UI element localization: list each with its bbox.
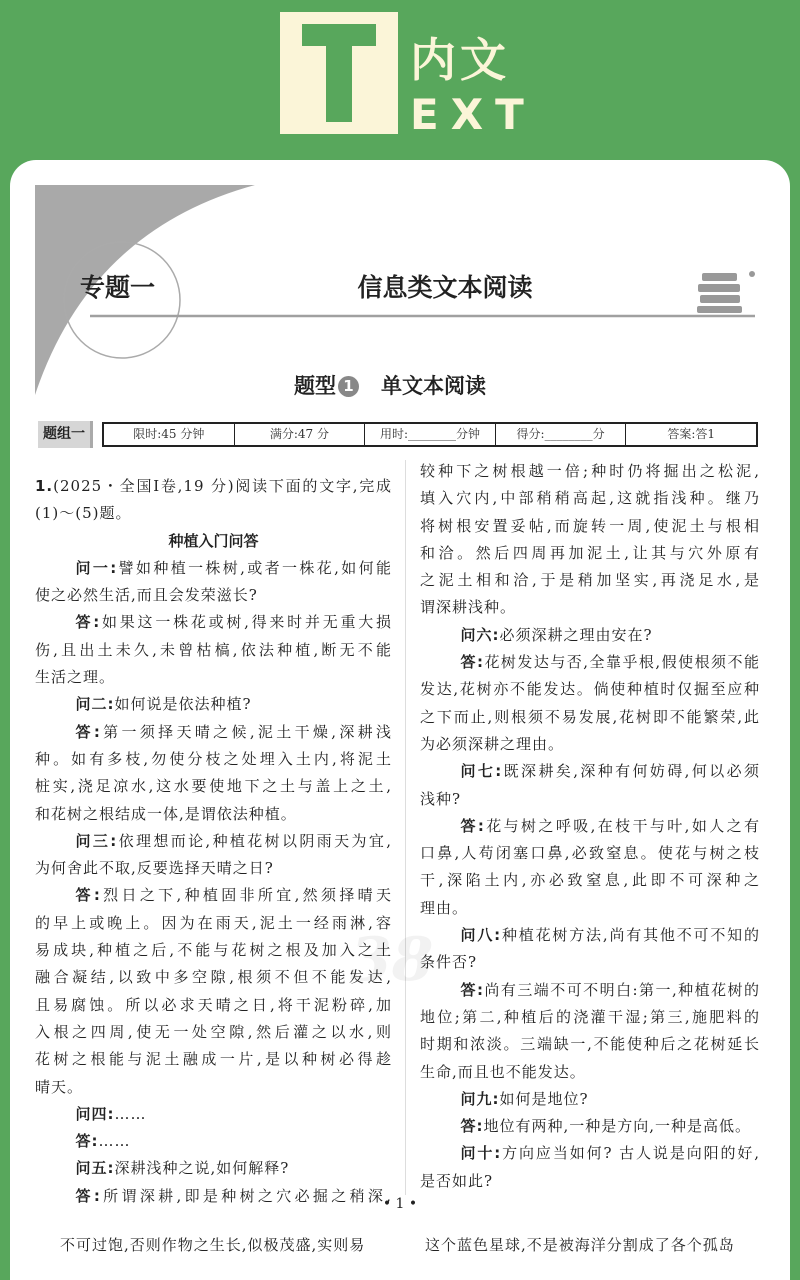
text-line: [35, 910, 392, 937]
line-text: 干,深陷土内,亦必致窒息,此即不可深种之: [420, 871, 760, 890]
paragraph: [420, 622, 760, 649]
paragraph: [420, 1140, 760, 1195]
text-line: [420, 1004, 760, 1031]
text-line: [35, 691, 392, 718]
text-line: [35, 746, 392, 773]
text-line: [35, 1128, 392, 1155]
line-text: 生命,而且也不能发达。: [420, 1062, 586, 1081]
line-text: ……: [98, 1132, 131, 1151]
text-line: [420, 458, 760, 485]
paragraph-label: 问五:: [75, 1159, 115, 1178]
line-text: 为何舍此不取,反要选择天晴之日?: [35, 859, 274, 878]
score: 得分:________分: [496, 424, 627, 445]
line-text: 条件否?: [420, 953, 478, 972]
text-line: [35, 500, 392, 527]
banner-cn-title: 内文: [410, 33, 510, 87]
line-text: 的早上或晚上。因为在雨天,泥土一经雨淋,容: [35, 913, 392, 932]
paragraph: [420, 649, 760, 758]
full-score: 满分:47 分: [235, 424, 366, 445]
paragraph-label: 问六:: [460, 625, 500, 644]
line-text: 是否如此?: [420, 1171, 494, 1190]
line-text: 较种下之树根越一倍;种时仍将掘出之松泥,: [420, 462, 760, 480]
line-text: 使之必然生活,而且会发荣滋长?: [35, 586, 258, 605]
line-text: 烈日之下,种植固非所宜,然须择晴天: [100, 886, 393, 905]
line-text: 花树之根能与泥土融成一片,是以种树必得趁: [35, 1050, 392, 1069]
paragraph: [35, 691, 392, 718]
line-text: 譬如种植一株树,或者一株花,如何能: [117, 558, 392, 577]
line-text: 入根之四周,使无一处空隙,然后灌之以水,则: [35, 1022, 392, 1041]
text-line: [35, 1019, 392, 1046]
group-label: 题组一: [38, 421, 93, 448]
text-line: [35, 855, 392, 882]
next-page-left-text: 不可过饱,否则作物之生长,似极茂盛,实则易: [60, 1236, 366, 1254]
text-line: [420, 513, 760, 540]
text-line: [35, 1101, 392, 1128]
text-line: [420, 1113, 760, 1140]
time-limit: 限时:45 分钟: [104, 424, 235, 445]
text-line: [35, 964, 392, 991]
line-text: 之下而止,则根须不易发展,花树即不能繁荣,此: [420, 707, 760, 726]
time-used: 用时:________分钟: [365, 424, 496, 445]
paragraph-label: 答:: [460, 653, 484, 672]
text-line: [35, 1155, 392, 1182]
line-text: 花与树之呼吸,在枝干与叶,如人之有: [484, 816, 760, 835]
paragraph-label: 问八:: [460, 926, 502, 945]
paragraph: [35, 609, 392, 691]
text-line: [420, 1086, 760, 1113]
text-line: [35, 609, 392, 636]
line-text: 如果这一株花或树,得来时并无重大损: [100, 613, 392, 632]
text-line: [420, 1168, 760, 1195]
text-line: [420, 867, 760, 894]
text-line: [35, 473, 392, 500]
text-line: [35, 828, 392, 855]
paragraph-label: 答:: [460, 816, 485, 835]
text-line: [420, 840, 760, 867]
text-line: [420, 758, 760, 785]
text-line: [420, 786, 760, 813]
line-text: 第一须择天晴之候,泥土干燥,深耕浅: [100, 722, 393, 741]
text-line: [35, 937, 392, 964]
line-text: 所谓深耕,即是种树之穴必掘之稍深,: [100, 1186, 393, 1205]
text-line: [35, 719, 392, 746]
text-line: [420, 594, 760, 621]
column-divider: [405, 460, 406, 1195]
line-text: 为必须深耕之理由。: [420, 734, 565, 753]
paragraph: [35, 719, 392, 828]
paragraph: [420, 458, 760, 622]
banner-en-title: EXT: [410, 90, 536, 139]
text-line: [35, 1046, 392, 1073]
text-line: [35, 664, 392, 691]
text-line: [420, 676, 760, 703]
text-line: [35, 1074, 392, 1101]
line-text: 口鼻,人苟闭塞口鼻,必致窒息。使花与树之枝: [420, 844, 760, 863]
answer-ref: 答案:答1: [667, 427, 716, 441]
paragraph-label: 问四:: [75, 1104, 115, 1123]
page-number: • 1 •: [382, 1196, 418, 1212]
paragraph: [420, 1113, 760, 1140]
topic-title: 信息类文本阅读: [357, 273, 533, 302]
text-line: [420, 949, 760, 976]
paragraph: [420, 813, 760, 922]
watermark: 38: [350, 925, 434, 995]
line-text: 和洽。然后四周再加泥土,让其与穴外原有: [420, 543, 760, 562]
paragraph-label: 答:: [460, 980, 484, 999]
text-line: [420, 1031, 760, 1058]
paragraph-label: 答:: [75, 1186, 101, 1205]
line-text: 发达,花树亦不能发达。倘使种植时仅掘至应种: [420, 680, 760, 699]
paragraph: [420, 758, 760, 813]
line-text: 浅种?: [420, 789, 462, 808]
paragraph-label: 问三:: [75, 831, 118, 850]
text-line: [420, 540, 760, 567]
line-text: 地位;第二,种植后的浇灌干湿;第三,施肥料的: [420, 1007, 760, 1026]
line-text: 生活之理。: [35, 668, 116, 687]
line-text: 和花树之根结成一体,是谓依法种植。: [35, 804, 297, 823]
text-line: [35, 582, 392, 609]
text-line: [35, 637, 392, 664]
text-line: [35, 773, 392, 800]
line-text: 时期和浓淡。三端缺一,不能使种后之花树延长: [420, 1035, 760, 1054]
paragraph: [35, 473, 392, 528]
text-line: [420, 649, 760, 676]
line-text: 尚有三端不可不明白:第一,种植花树的: [483, 980, 761, 999]
paragraph-label: 答:: [75, 613, 101, 632]
line-text: 伤,且出土未久,未曾枯槁,依法种植,断无不能: [35, 640, 392, 659]
line-text: 晴天。: [35, 1077, 84, 1096]
line-text: 种。如有多枝,勿使分枝之处埋入土内,将泥土: [35, 749, 392, 768]
line-text: 方向应当如何? 古人说是向阳的好,: [501, 1144, 760, 1163]
text-line: [420, 485, 760, 512]
text-line: [420, 1059, 760, 1086]
paragraph: [35, 882, 392, 1100]
text-line: [420, 922, 760, 949]
line-text: 谓深耕浅种。: [420, 598, 517, 617]
line-text: 依理想而论,种植花树以阴雨天为宜,: [117, 831, 392, 850]
line-text: 深耕浅种之说,如何解释?: [114, 1159, 290, 1178]
line-text: (1)～(5)题。: [35, 504, 132, 523]
header-decoration: [0, 0, 800, 420]
text-line: [35, 555, 392, 582]
type-number-badge: 1: [338, 376, 359, 397]
question-type-heading: 题型 1 单文本阅读: [294, 373, 486, 398]
line-text: 填入穴内,中部稍稍高起,这就指浅种。继乃: [420, 489, 760, 508]
paragraph-label: 答:: [75, 722, 101, 741]
paragraph-label: 问二:: [75, 695, 115, 714]
info-bar: [102, 422, 758, 447]
line-text: 花树发达与否,全靠乎根,假使根须不能: [483, 653, 761, 672]
line-text: 且易腐蚀。所以必求天晴之日,将干泥粉碎,加: [35, 995, 392, 1014]
line-text: 将树根安置妥帖,而旋转一周,使泥土与根相: [420, 516, 760, 535]
paragraph: [420, 922, 760, 977]
text-line: [420, 731, 760, 758]
text-line: [35, 882, 392, 909]
paragraph: [35, 828, 392, 883]
line-text: 地位有两种,一种是方向,一种是高低。: [483, 1117, 752, 1136]
paragraph-label: 问七:: [460, 762, 503, 781]
paragraph-label: 问一:: [75, 558, 118, 577]
text-line: [420, 895, 760, 922]
text-line: [420, 1140, 760, 1167]
topic-label: 专题一: [80, 273, 156, 302]
right-column: [420, 458, 760, 1195]
line-text: 之泥土相和洽,于是稍加坚实,再浇足水,是: [420, 571, 760, 590]
text-line: [420, 622, 760, 649]
paragraph-label: 1.: [35, 477, 54, 495]
text-line: [35, 801, 392, 828]
line-text: 既深耕矣,深种有何妨碍,何以必须: [502, 762, 760, 781]
paragraph: [35, 1128, 392, 1155]
paragraph-label: 问九:: [460, 1089, 500, 1108]
paragraph-label: 答:: [460, 1117, 484, 1136]
text-line: [420, 704, 760, 731]
paragraph-label: 答:: [75, 1132, 99, 1151]
paragraph: [35, 555, 392, 610]
paragraph-label: 答:: [75, 886, 101, 905]
line-text: 理由。: [420, 898, 469, 917]
line-text: 桩实,浇足凉水,这水要使地下之土与盖上之土,: [35, 777, 392, 796]
paragraph-label: 问十:: [460, 1144, 502, 1163]
paragraph: [35, 1155, 392, 1182]
line-text: (2025・全国Ⅰ卷,19 分)阅读下面的文字,完成: [53, 477, 392, 495]
line-text: 如何说是依法种植?: [114, 695, 252, 714]
line-text: ……: [114, 1104, 147, 1123]
next-page-right-text: 这个蓝色星球,不是被海洋分割成了各个孤岛: [425, 1236, 735, 1254]
text-line: [420, 977, 760, 1004]
line-text: 易成块,种植之后,不能与花树之根及加入之土: [35, 941, 392, 960]
passage-title: 种植入门问答: [168, 531, 259, 550]
line-text: 融合凝结,以致中多空隙,根须不但不能发达,: [35, 968, 392, 987]
line-text: 如何是地位?: [499, 1089, 589, 1108]
paragraph: [420, 1086, 760, 1113]
paragraph: [420, 977, 760, 1086]
text-line: [420, 813, 760, 840]
text-line: [420, 567, 760, 594]
left-column: [35, 473, 392, 1210]
line-text: 必须深耕之理由安在?: [499, 625, 653, 644]
paragraph: [35, 1101, 392, 1128]
line-text: 种植花树方法,尚有其他不可不知的: [501, 926, 760, 945]
text-line: [35, 992, 392, 1019]
